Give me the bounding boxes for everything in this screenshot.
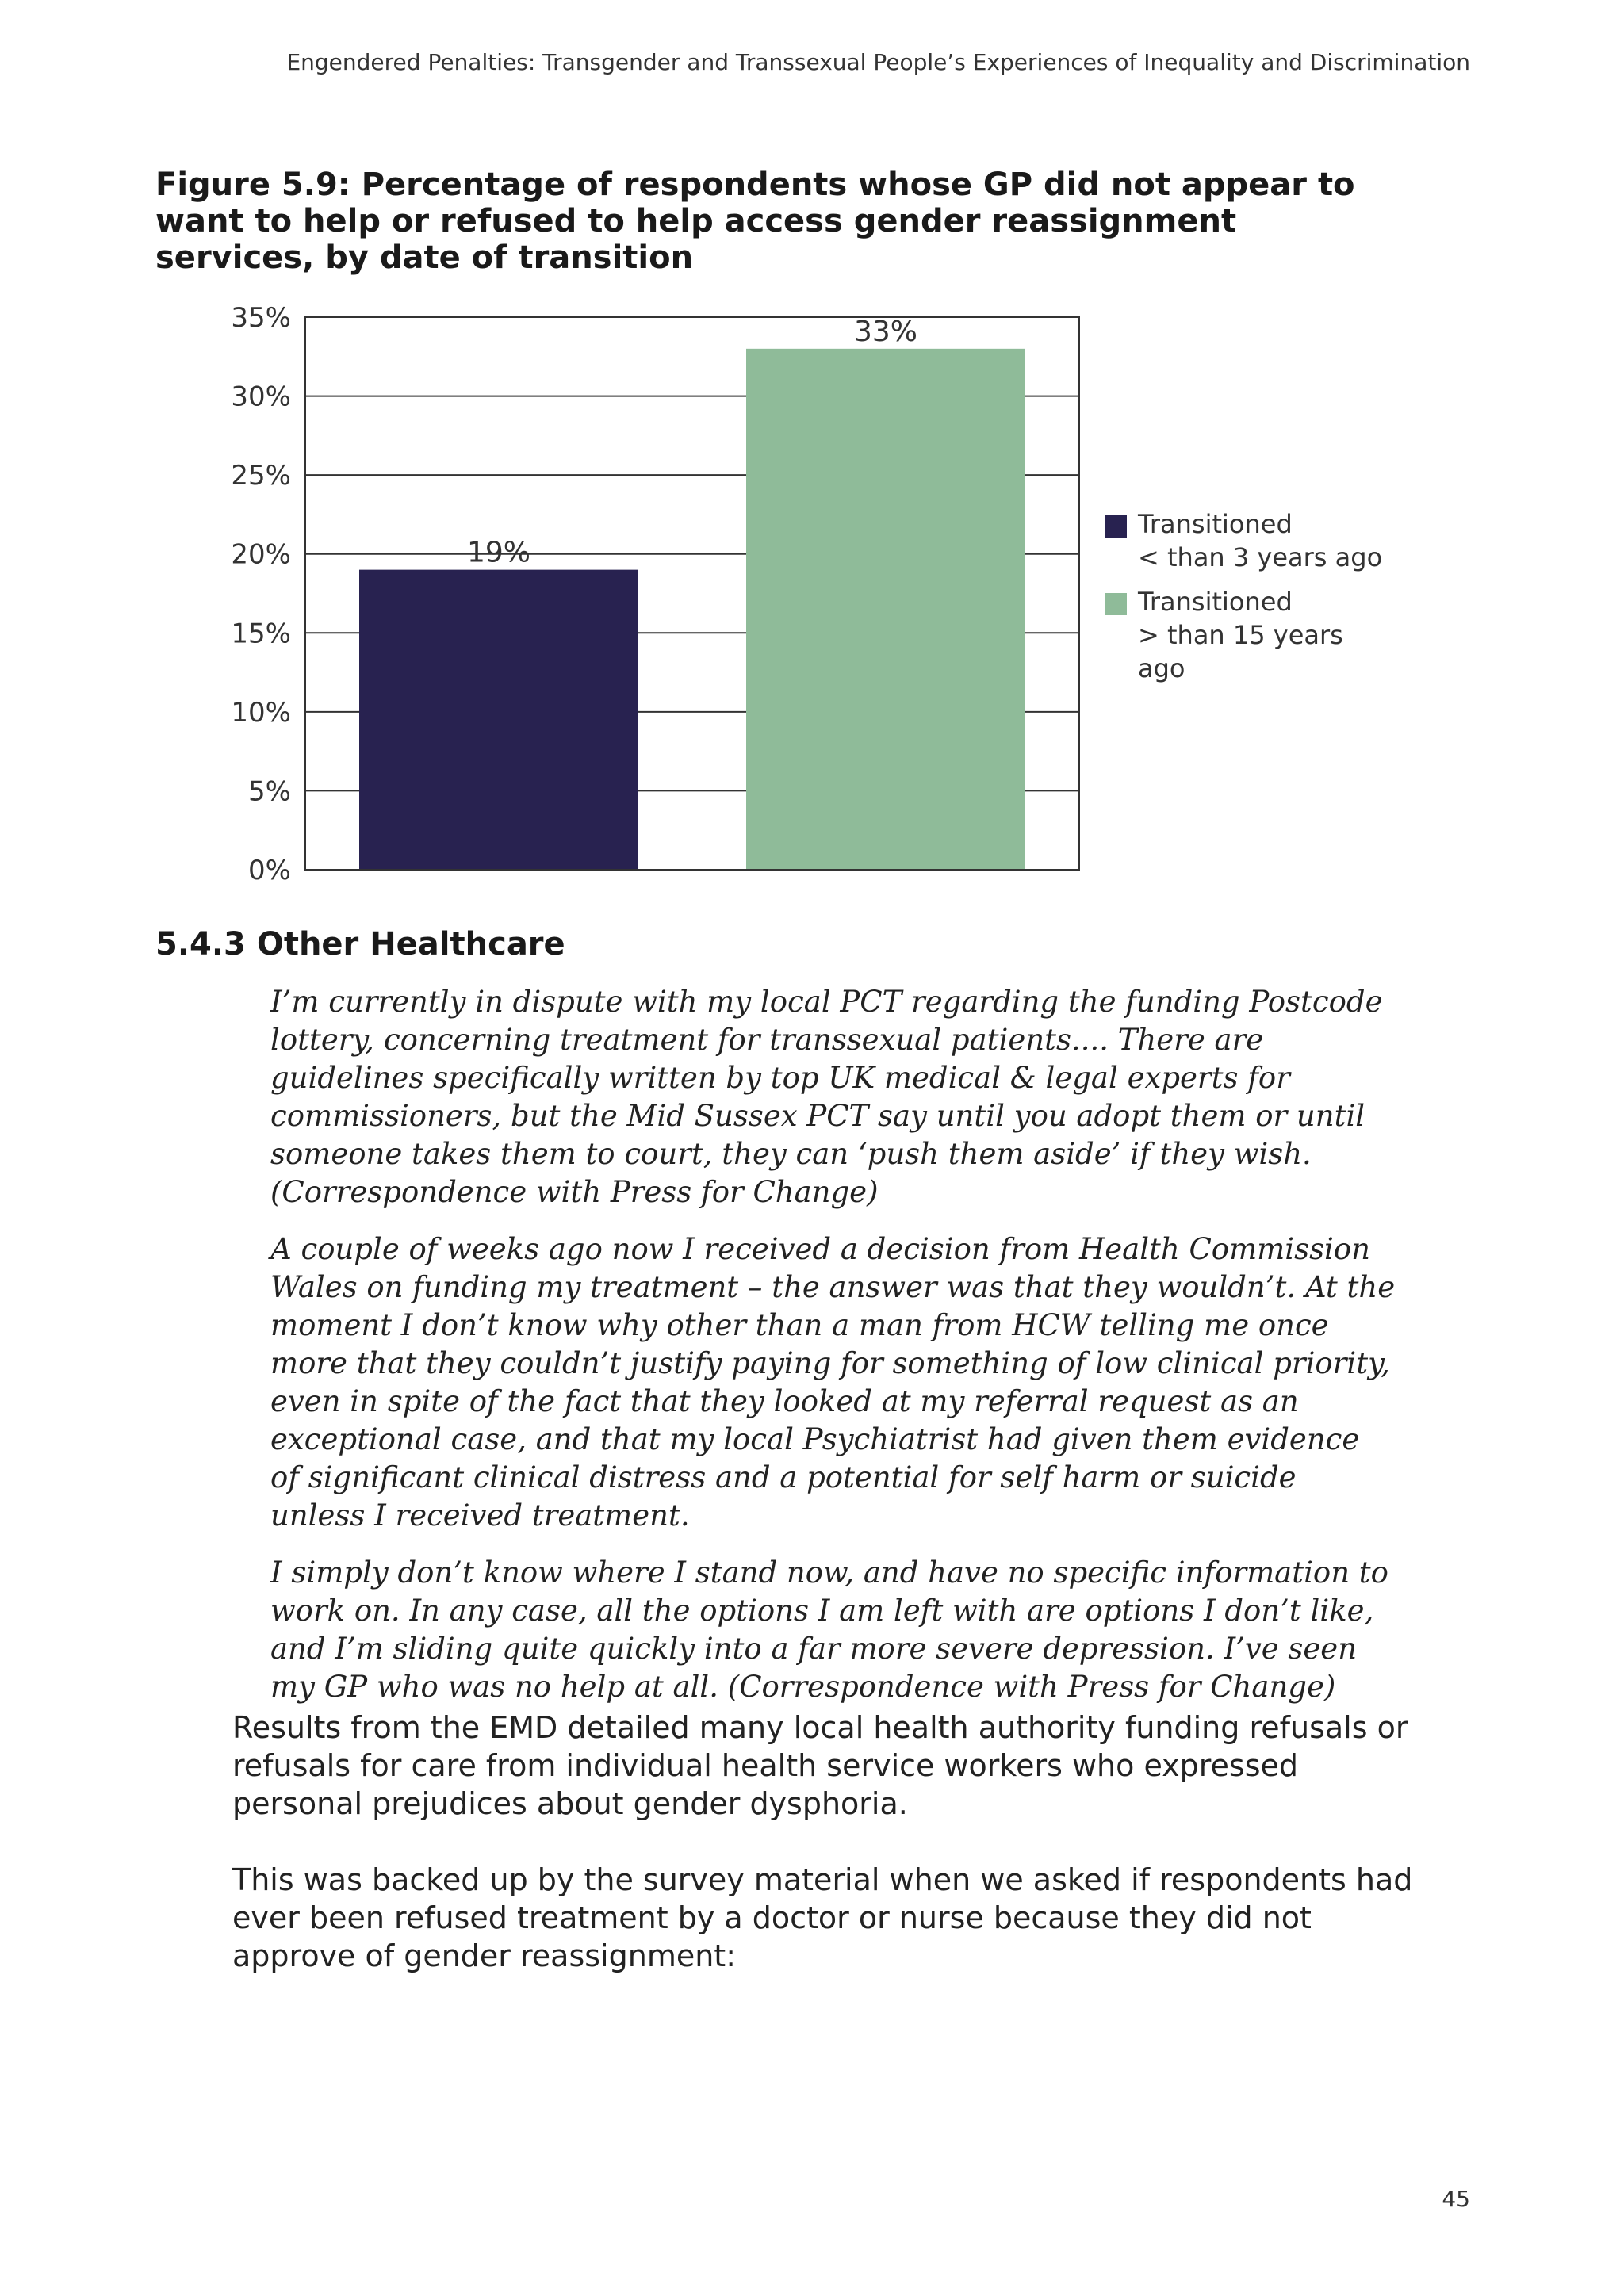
legend-label-recent-line1: Transitioned	[1138, 509, 1293, 539]
bar-chart	[214, 301, 1094, 896]
running-header: Engendered Penalties: Transgender and Transsexual People’s Experiences of Inequality and Discrimination	[286, 49, 1470, 75]
legend-label-longago	[1138, 585, 1392, 685]
paragraph-emd-results: Results from the EMD detailed many local health authority funding refusals or refusals for care from individual health service workers who expressed personal prejudices about gender dysphoria.	[232, 1710, 1408, 1821]
paragraph-survey-block	[232, 1861, 1414, 1975]
legend-swatch-recent	[1105, 515, 1127, 538]
page-number: 45	[1442, 2186, 1470, 2212]
quote-no-information: I simply don’t know where I stand now, and have no specific information to work on. In any case, all the options I am left with are options I don’t like, and I’m sliding quite quickly into a far more severe depression. I’ve seen my GP who was no help at all. (Correspondence with Press for Change)	[270, 1556, 1388, 1704]
y-tick-label: 35%	[231, 302, 291, 334]
legend-label-longago-line2: > than 15 years ago	[1138, 620, 1343, 683]
y-tick-label: 25%	[231, 460, 291, 492]
figure-title: Figure 5.9: Percentage of respondents whose GP did not appear to want to help or refused to help access gender reassignment services, by date of transition	[155, 166, 1355, 276]
quote-pct-dispute: I’m currently in dispute with my local PCT regarding the funding Postcode lottery, concerning treatment for transsexual patients.... There are guidelines specifically written by top UK medical & legal experts for commissioners, but the Mid Sussex PCT say until you adopt them or until someone takes them to court, they can ‘push them aside’ if they wish. (Correspondence with Press for Change)	[270, 985, 1383, 1209]
bar-recent	[359, 570, 638, 870]
y-tick-label: 20%	[231, 538, 291, 571]
paragraph-emd-results-block	[232, 1709, 1414, 1823]
legend-item-recent	[1105, 507, 1392, 574]
bar-longago	[746, 349, 1025, 870]
quote-health-commission-wales: A couple of weeks ago now I received a decision from Health Commission Wales on funding my treatment – the answer was that they wouldn’t. At the moment I don’t know why other than a man from HCW telling me once more that they couldn’t justify paying for something of low clinical priority, even in spite of the fact that they looked at my referral request as an exceptional case, and that my local Psychiatrist had given them evidence of significant clinical distress and a potential for self harm or suicide unless I received treatment.	[270, 1232, 1396, 1533]
y-tick-label: 30%	[231, 381, 291, 413]
section-heading: 5.4.3 Other Healthcare	[155, 926, 565, 962]
chart-legend	[1105, 507, 1392, 696]
y-tick-label: 10%	[231, 696, 291, 729]
legend-item-longago	[1105, 585, 1392, 685]
y-tick-label: 15%	[231, 618, 291, 650]
data-label-recent: 19%	[466, 536, 531, 569]
data-label-longago: 33%	[853, 315, 918, 348]
y-tick-label: 0%	[248, 855, 291, 886]
legend-label-recent-line2: < than 3 years ago	[1138, 542, 1383, 572]
paragraph-survey-material: This was backed up by the survey material when we asked if respondents had ever been refused treatment by a doctor or nurse because they did not approve of gender reassignment:	[232, 1862, 1413, 1973]
quote-list	[270, 983, 1396, 1725]
y-tick-label: 5%	[248, 775, 291, 808]
legend-label-longago-line1: Transitioned	[1138, 587, 1293, 617]
legend-label-recent	[1138, 507, 1392, 574]
legend-swatch-longago	[1105, 593, 1127, 615]
